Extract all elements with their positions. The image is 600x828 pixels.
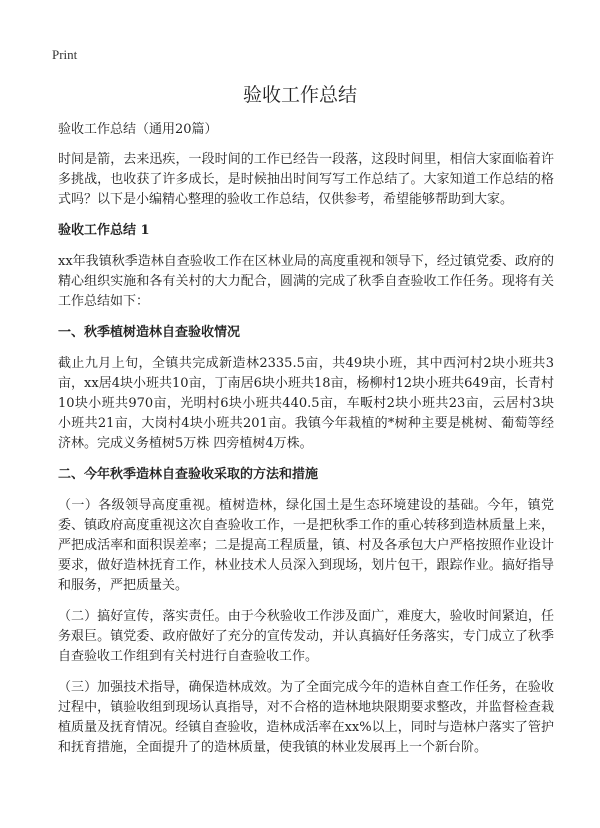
document-subtitle: 验收工作总结（通用20篇） (58, 122, 218, 137)
intro-paragraph: 时间是箭，去来迅疾，一段时间的工作已经告一段落，这段时间里，相信大家面临着许多挑战，也收获了许多成长，是时候抽出时间写写工作总结了。大家知道工作总结的格式吗？以下是小编精心整理的验收工作总结，仅供参考，希望能够帮助到大家。 (58, 152, 554, 207)
page-title: 验收工作总结 (242, 84, 357, 106)
section-heading-1: 验收工作总结 1 (58, 223, 150, 238)
document-body (58, 120, 554, 769)
heading-autumn-inspection: 一、秋季植树造林自查验收情况 (58, 325, 241, 340)
measures-paragraph-1: （一）各级领导高度重视。植树造林，绿化国土是生态环境建设的基础。今年，镇党委、镇政府高度重视这次自查验收工作，一是把秋季工作的重心转移到造林质量上来，严把成活率和面积误差率；二是提高工程质量，镇、村及各承包大户严格按照作业设计要求，做好造林抚育工作，林业技术人员深入到现场，划片包干，跟踪作业。搞好指导和服务，严把质量关。 (58, 498, 554, 593)
measures-paragraph-3: （三）加强技术指导，确保造林成效。为了全面完成今年的造林自查工作任务，在验收过程中，镇验收组到现场认真指导，对不合格的造林地块限期要求整改，并监督检查栽植质量及抚育情况。经镇自查验收，造林成活率在xx%以上，同时与造林户落实了管护和抚育措施，全面提升了的造林质量，使我镇的林业发展再上一个新台阶。 (58, 680, 554, 755)
autumn-inspection-paragraph: 截止九月上旬，全镇共完成新造林2335.5亩，共49块小班，其中西河村2块小班共3亩，xx居4块小班共10亩，丁南居6块小班共18亩，杨柳村12块小班共649亩，长青村10块小班共970亩，光明村6块小班共440.5亩，车畈村2块小班共23亩，云居村3块小班共21亩，大岗村4块小班共201亩。我镇今年栽植的*树种主要是桃树、葡萄等经济林。完成义务植树5万株 四旁植树4万株。 (58, 356, 554, 451)
print-link[interactable]: Print (52, 47, 78, 62)
heading-methods-measures: 二、今年秋季造林自查验收采取的方法和措施 (58, 467, 319, 482)
section1-paragraph: xx年我镇秋季造林自查验收工作在区林业局的高度重视和领导下，经过镇党委、政府的精心组织实施和各有关村的大力配合，圆满的完成了秋季自查验收工作任务。现将有关工作总结如下： (58, 254, 554, 309)
measures-paragraph-2: （二）搞好宣传，落实责任。由于今秋验收工作涉及面广，难度大，验收时间紧迫，任务艰巨。镇党委、政府做好了充分的宣传发动，并认真搞好任务落实，专门成立了秋季自查验收工作组到有关村进行自查验收工作。 (58, 609, 554, 664)
